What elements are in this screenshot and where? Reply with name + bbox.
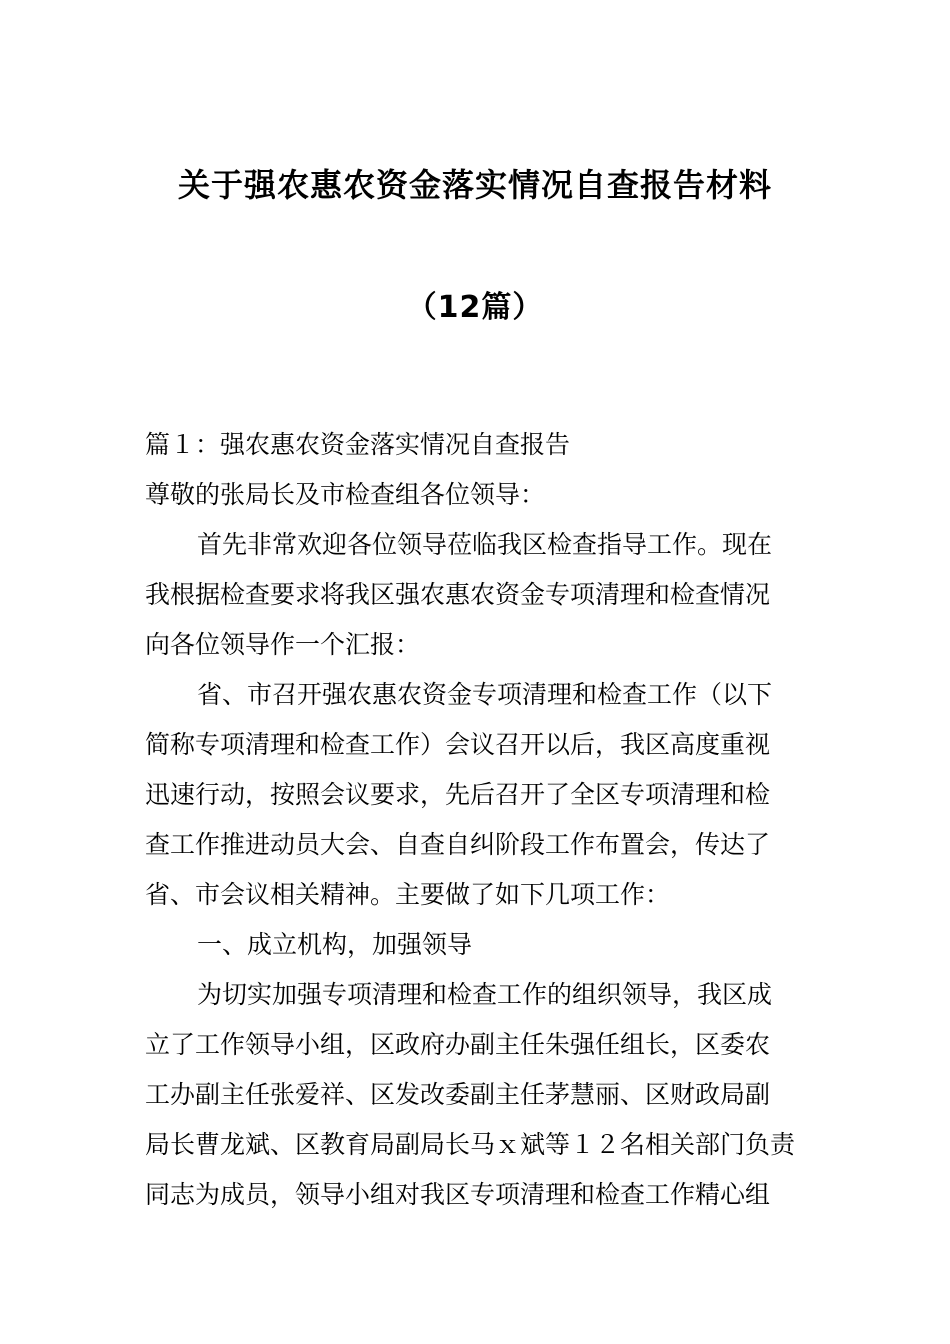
body-text-line: 立了工作领导小组，区政府办副主任朱强任组长，区委农 xyxy=(145,1030,771,1059)
body-text-line: 向各位领导作一个汇报： xyxy=(145,630,421,659)
document-subtitle: （12篇） xyxy=(406,290,544,325)
body-text-line: 一、成立机构，加强领导 xyxy=(197,930,473,959)
body-text-line: 工办副主任张爱祥、区发改委副主任茅慧丽、区财政局副 xyxy=(145,1080,771,1109)
document-title: 关于强农惠农资金落实情况自查报告材料 xyxy=(177,166,772,204)
body-text-line: 迅速行动，按照会议要求，先后召开了全区专项清理和检 xyxy=(145,780,771,809)
document-body xyxy=(145,420,810,1220)
body-text-line: 同志为成员，领导小组对我区专项清理和检查工作精心组 xyxy=(145,1180,771,1209)
body-text-line: 篇１：强农惠农资金落实情况自查报告 xyxy=(145,430,571,459)
body-text-line: 局长曹龙斌、区教育局副局长马ｘ斌等１２名相关部门负责 xyxy=(145,1130,796,1159)
body-text-line: 尊敬的张局长及市检查组各位领导： xyxy=(145,480,546,509)
body-text-line: 省、市会议相关精神。主要做了如下几项工作： xyxy=(145,880,671,909)
body-text-line: 简称专项清理和检查工作）会议召开以后，我区高度重视 xyxy=(145,730,771,759)
body-text-line: 我根据检查要求将我区强农惠农资金专项清理和检查情况 xyxy=(145,580,771,609)
body-text-line: 为切实加强专项清理和检查工作的组织领导，我区成 xyxy=(197,980,773,1009)
body-text-line: 查工作推进动员大会、自查自纠阶段工作布置会，传达了 xyxy=(145,830,771,859)
body-text-line: 首先非常欢迎各位领导莅临我区检查指导工作。现在 xyxy=(197,530,773,559)
body-text-line: 省、市召开强农惠农资金专项清理和检查工作（以下 xyxy=(197,680,773,709)
